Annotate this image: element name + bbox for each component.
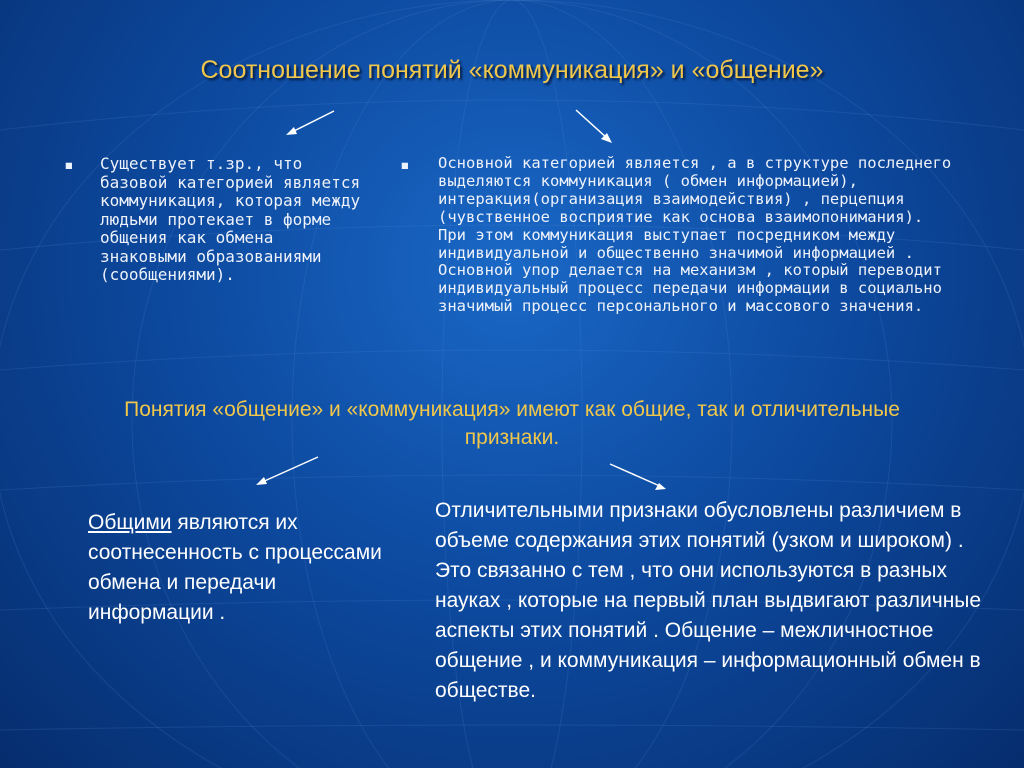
arrow-down-left-icon [282,108,338,138]
common-underlined-word: Общими [88,511,172,534]
middle-statement: Понятия «общение» и «коммуникация» имеют как общие, так и отличительные признаки. [124,398,900,449]
common-features-rest: являются их соотнесенность с процессами обмена и передачи информации . [88,511,382,624]
left-bullet-block [64,155,364,285]
common-features-text [88,508,388,628]
square-bullet-icon: ▪ [400,155,410,174]
right-bullet-block [400,155,960,316]
arrow-down-right-icon [606,460,670,494]
square-bullet-icon: ▪ [64,155,74,174]
arrow-down-left-icon [252,454,322,488]
left-bullet-text: Существует т.зр., что базовой категорией является коммуникация, которая между людьми протекает в форме общения как обмена знаковыми образованиями (сообщениями). [100,154,361,284]
right-bullet-text: Основной категорией является , а в структуре последнего выделяются коммуникация ( обмен информацией), интеракция(организация взаимодействия) , перцепция (чувственное восприятие как основа взаимопонимания). При этом коммуникация выступает посредником между индивидуальной и общественно значимой информацией . Основной упор делается на механизм , который переводит индивидуальный процесс передачи информации в социально значимый процесс персонального и массового значения. [438,154,952,316]
arrow-down-right-icon [572,106,616,146]
distinct-features-text: Отличительными признаки обусловлены различием в объеме содержания этих понятий (узком и широком) . Это связанно с тем , что они используются в разных науках , которые на первый план выдвигают различные аспекты этих понятий . Общение – межличностное общение , и коммуникация – информационный обмен в обществе. [435,499,982,702]
slide-title: Соотношение понятий «коммуникация» и «общение» [200,56,824,84]
